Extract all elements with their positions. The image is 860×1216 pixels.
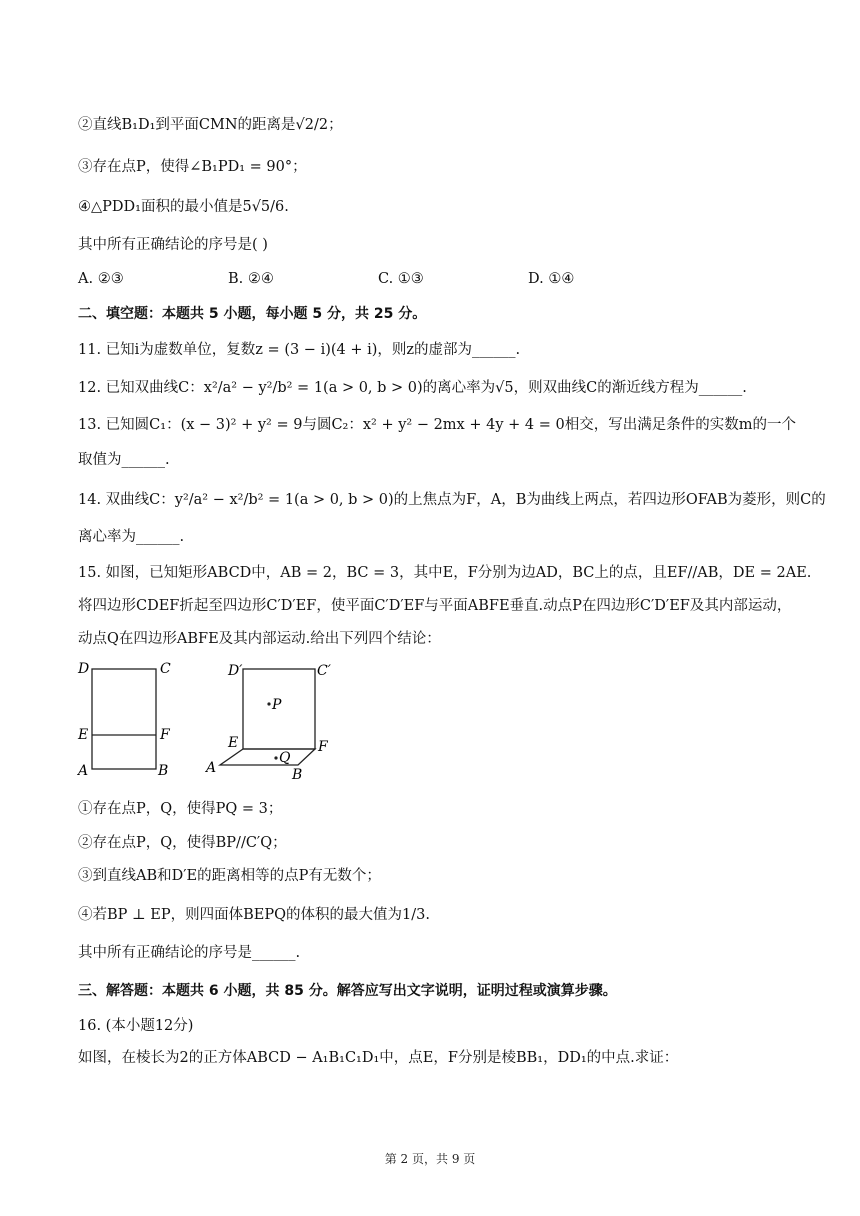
q10-options <box>78 268 790 290</box>
q15-line-2: 将四边形CDEF折起至四边形C′D′EF，使平面C′D′EF与平面ABFE垂直.动点P在四边形C′D′EF及其内部运动， <box>78 598 792 614</box>
option-a: A. ②③ <box>78 271 124 287</box>
section-3-heading: 三、解答题：本题共 6 小题，共 85 分。解答应写出文字说明，证明过程或演算步骤。 <box>78 983 617 999</box>
q11: 11. 已知i为虚数单位，复数z = (3 − i)(4 + i)，则z的虚部为______. <box>78 342 521 358</box>
label-q: Q <box>279 750 291 766</box>
option-b: B. ②④ <box>228 271 274 287</box>
label-b: B <box>158 763 169 779</box>
q14-line-2: 离心率为______. <box>78 529 185 545</box>
q15-prompt: 其中所有正确结论的序号是______. <box>78 945 301 961</box>
q10-item-4: ④△PDD₁面积的最小值是5√5/6. <box>78 199 289 215</box>
q15-line-1: 15. 如图，已知矩形ABCD中，AB = 2，BC = 3，其中E，F分别为边AD，BC上的点，且EF//AB，DE = 2AE. <box>78 565 812 581</box>
label-f-folded: F <box>318 739 328 755</box>
q13-line-2: 取值为______. <box>78 452 170 468</box>
q10-item-2: ②直线B₁D₁到平面CMN的距离是√2/2； <box>78 117 343 133</box>
page-footer: 第 2 页，共 9 页 <box>384 1152 476 1166</box>
label-a: A <box>78 763 89 779</box>
q14-line-1: 14. 双曲线C：y²/a² − x²/b² = 1(a > 0, b > 0)的上焦点为F，A，B为曲线上两点，若四边形OFAB为菱形，则C的 <box>78 492 826 508</box>
label-e: E <box>78 727 89 743</box>
label-p: P <box>272 697 282 713</box>
label-b-folded: B <box>292 767 303 783</box>
section-2-heading: 二、填空题：本题共 5 小题，每小题 5 分，共 25 分。 <box>78 306 427 322</box>
q13-line-1: 13. 已知圆C₁：(x − 3)² + y² = 9与圆C₂：x² + y² − 2mx + 4y + 4 = 0相交，写出满足条件的实数m的一个 <box>78 417 796 433</box>
q10-prompt: 其中所有正确结论的序号是( ) <box>78 237 268 253</box>
q16-text: 如图，在棱长为2的正方体ABCD − A₁B₁C₁D₁中，点E，F分别是棱BB₁，DD₁的中点.求证： <box>78 1050 679 1066</box>
q15-line-3: 动点Q在四边形ABFE及其内部运动.给出下列四个结论： <box>78 631 441 647</box>
label-d-prime: D′ <box>228 663 243 679</box>
label-d: D <box>78 661 90 677</box>
label-f: F <box>160 727 170 743</box>
label-e-folded: E <box>228 735 239 751</box>
q12: 12. 已知双曲线C：x²/a² − y²/b² = 1(a > 0, b > 0)的离心率为√5，则双曲线C的渐近线方程为______. <box>78 380 747 396</box>
option-c: C. ①③ <box>378 271 424 287</box>
option-d: D. ①④ <box>528 271 575 287</box>
label-a-folded: A <box>206 760 217 776</box>
q15-item-3: ③到直线AB和D′E的距离相等的点P有无数个； <box>78 868 381 884</box>
flat-rectangle <box>92 669 156 769</box>
q10-item-3: ③存在点P，使得∠B₁PD₁ = 90°； <box>78 159 307 175</box>
q15-item-2: ②存在点P，Q，使得BP//C′Q； <box>78 835 287 851</box>
q15-item-4: ④若BP ⊥ EP，则四面体BEPQ的体积的最大值为1/3. <box>78 907 430 923</box>
q15-item-1: ①存在点P，Q，使得PQ = 3； <box>78 801 283 817</box>
q16-header: 16. (本小题12分) <box>78 1018 194 1034</box>
label-c: C <box>160 661 171 677</box>
q15-figure <box>70 655 350 785</box>
label-c-prime: C′ <box>317 663 331 679</box>
